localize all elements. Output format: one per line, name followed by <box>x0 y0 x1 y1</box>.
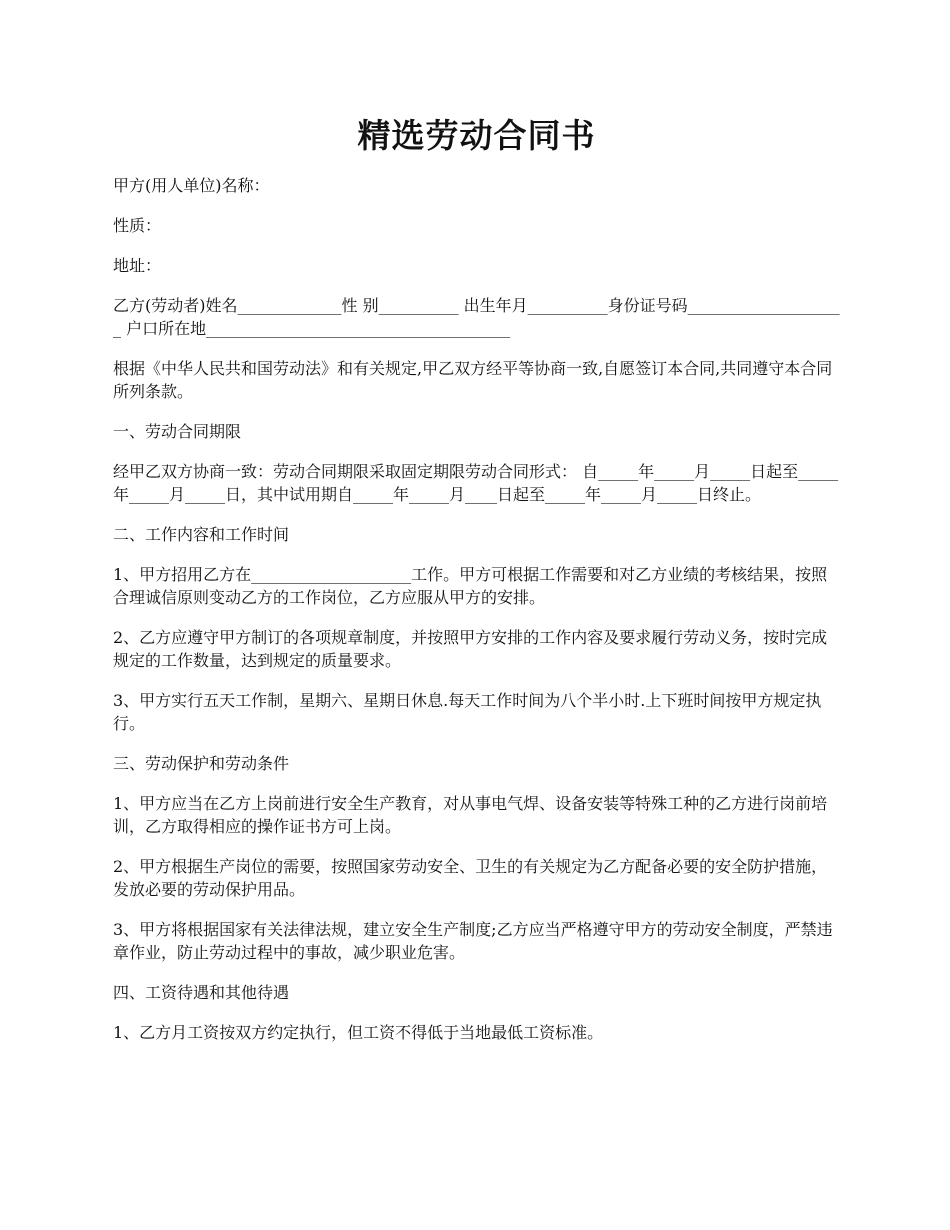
party-a-address-line: 地址： <box>113 256 162 275</box>
party-b-info-line: 乙方(劳动者)姓名_____________性 别__________ 出生年月__________身份证号码____________________ 户口所在地______________________________________ <box>113 296 840 338</box>
section-2-item-1: 1、甲方招用乙方在____________________工作。甲方可根据工作需要和对乙方业绩的考核结果，按照合理诚信原则变动乙方的工作岗位，乙方应服从甲方的安排。 <box>113 565 828 607</box>
party-a-nature-line: 性质： <box>113 216 162 235</box>
section-2-item-3: 3、甲方实行五天工作制，星期六、星期日休息.每天工作时间为八个半小时.上下班时间按甲方规定执行。 <box>113 691 822 733</box>
document-page <box>113 112 840 1061</box>
section-3-item-2: 2、甲方根据生产岗位的需要，按照国家劳动安全、卫生的有关规定为乙方配备必要的安全防护措施，发放必要的劳动保护用品。 <box>113 857 828 899</box>
preamble-paragraph: 根据《中华人民共和国劳动法》和有关规定,甲乙双方经平等协商一致,自愿签订本合同,共同遵守本合同所列条款。 <box>113 359 833 401</box>
section-3-item-3: 3、甲方将根据国家有关法律法规，建立安全生产制度;乙方应当严格遵守甲方的劳动安全制度，严禁违章作业，防止劳动过程中的事故，减少职业危害。 <box>113 920 833 962</box>
section-3-item-1: 1、甲方应当在乙方上岗前进行安全生产教育，对从事电气焊、设备安装等特殊工种的乙方进行岗前培训，乙方取得相应的操作证书方可上岗。 <box>113 794 828 836</box>
section-4-item-1: 1、乙方月工资按双方约定执行，但工资不得低于当地最低工资标准。 <box>113 1023 604 1042</box>
section-2-heading: 二、工作内容和工作时间 <box>113 525 290 544</box>
section-1-heading: 一、劳动合同期限 <box>113 422 242 441</box>
section-1-text: 经甲乙双方协商一致：劳动合同期限采取固定期限劳动合同形式： 自_____年_____月_____日起至_____年_____月_____日，其中试用期自_____年_____月____日起至_____年_____月_____日终止。 <box>113 462 839 504</box>
section-4-heading: 四、工资待遇和其他待遇 <box>113 983 290 1002</box>
party-a-name-line: 甲方(用人单位)名称： <box>113 176 270 195</box>
section-3-heading: 三、劳动保护和劳动条件 <box>113 754 290 773</box>
section-2-item-2: 2、乙方应遵守甲方制订的各项规章制度，并按照甲方安排的工作内容及要求履行劳动义务，按时完成规定的工作数量，达到规定的质量要求。 <box>113 628 828 670</box>
document-title: 精选劳动合同书 <box>357 116 596 155</box>
